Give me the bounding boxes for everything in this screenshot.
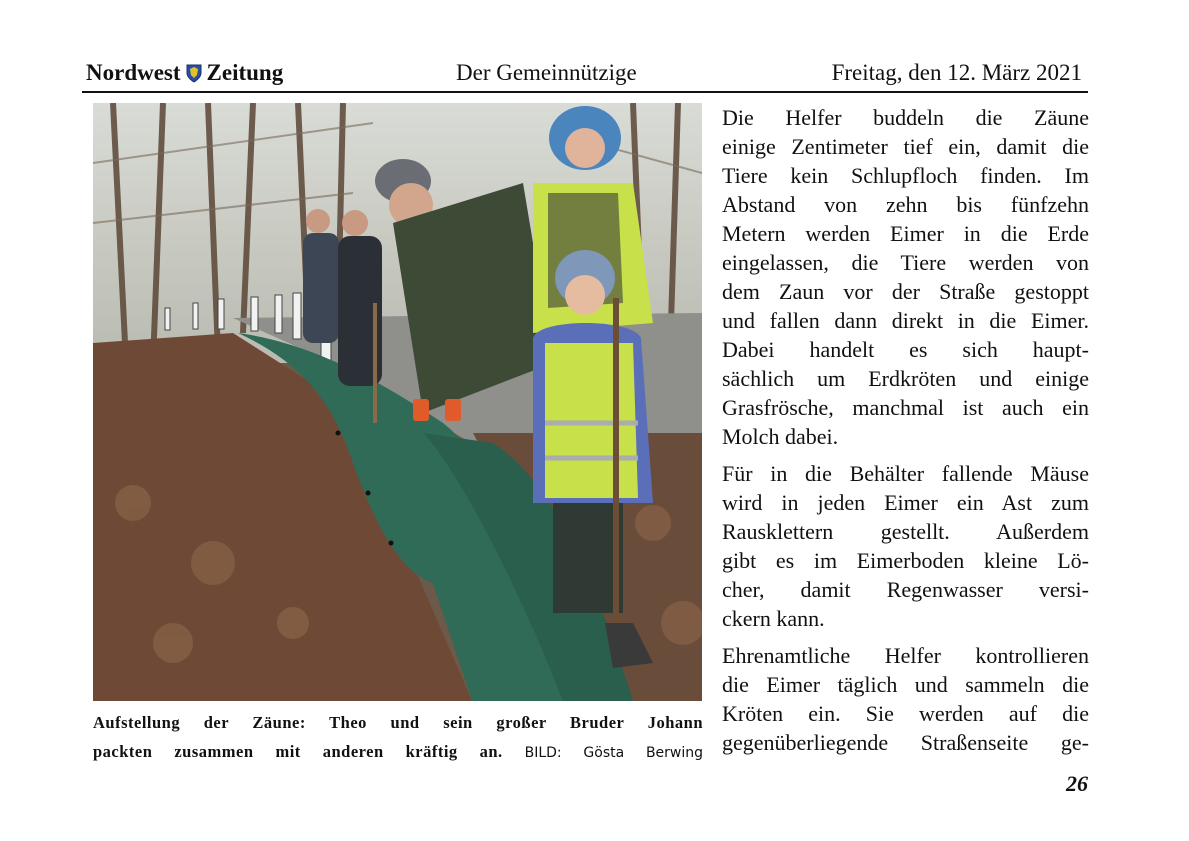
article-line: Kröten ein. Sie werden auf die: [722, 701, 1089, 726]
header-rule: [82, 91, 1088, 93]
article-line: eingelassen, die Tiere werden von: [722, 250, 1089, 275]
article-line: Molch dabei.: [722, 424, 839, 449]
article-line: Tiere kein Schlupfloch finden. Im: [722, 163, 1089, 188]
article-paragraph-3: [722, 641, 1089, 757]
article-line: Abstand von zehn bis fünfzehn: [722, 192, 1089, 217]
article-line: und fallen dann direkt in die Eimer.: [722, 308, 1089, 333]
article-line: die Eimer täglich und sammeln die: [722, 672, 1089, 697]
article-line: Ehrenamtliche Helfer kontrollieren: [722, 643, 1089, 668]
brand-name-right: Zeitung: [206, 60, 284, 85]
photo-credit: BILD: Gösta Berwing: [524, 745, 704, 761]
article-line: cher, damit Regenwasser versi-: [722, 577, 1089, 602]
page-number: 26: [1066, 771, 1088, 796]
article-line: Grasfrösche, manchmal ist auch ein: [722, 395, 1089, 420]
article-line: Dabei handelt es sich haupt-: [722, 337, 1089, 362]
news-photo: [93, 103, 702, 701]
caption-line-2: [93, 737, 703, 768]
article-line: dem Zaun vor der Straße gestoppt: [722, 279, 1089, 304]
article-line: gibt es im Eimerboden kleine Lö-: [722, 548, 1089, 573]
article-body: [722, 103, 1089, 765]
article-line: sächlich um Erdkröten und einige: [722, 366, 1089, 391]
article-line: einige Zentimeter tief ein, damit die: [722, 134, 1089, 159]
caption-line-1: Aufstellung der Zäune: Theo und sein großer Bruder Johann: [93, 713, 703, 732]
section-title: Der Gemeinnützige: [456, 60, 637, 85]
article-line: wird in jeden Eimer ein Ast zum: [722, 490, 1089, 515]
article-paragraph-1: [722, 103, 1089, 451]
article-line: gegenüberliegende Straßenseite ge-: [722, 730, 1089, 755]
photo-caption: [93, 708, 703, 768]
caption-line-2-text: packten zusammen mit anderen kräftig an.: [93, 742, 503, 761]
brand-name-left: Nordwest: [86, 60, 181, 85]
photo-illustration: [93, 103, 702, 701]
article-paragraph-2: [722, 459, 1089, 633]
masthead: [84, 58, 1088, 90]
coat-of-arms-icon: [186, 64, 202, 83]
newspaper-brand: [86, 58, 283, 88]
article-line: Die Helfer buddeln die Zäune: [722, 105, 1089, 130]
article-line: Für in die Behälter fallende Mäuse: [722, 461, 1089, 486]
article-line: Rausklettern gestellt. Außerdem: [722, 519, 1089, 544]
article-line: ckern kann.: [722, 606, 825, 631]
article-line: Metern werden Eimer in die Erde: [722, 221, 1089, 246]
issue-date: Freitag, den 12. März 2021: [831, 60, 1082, 85]
